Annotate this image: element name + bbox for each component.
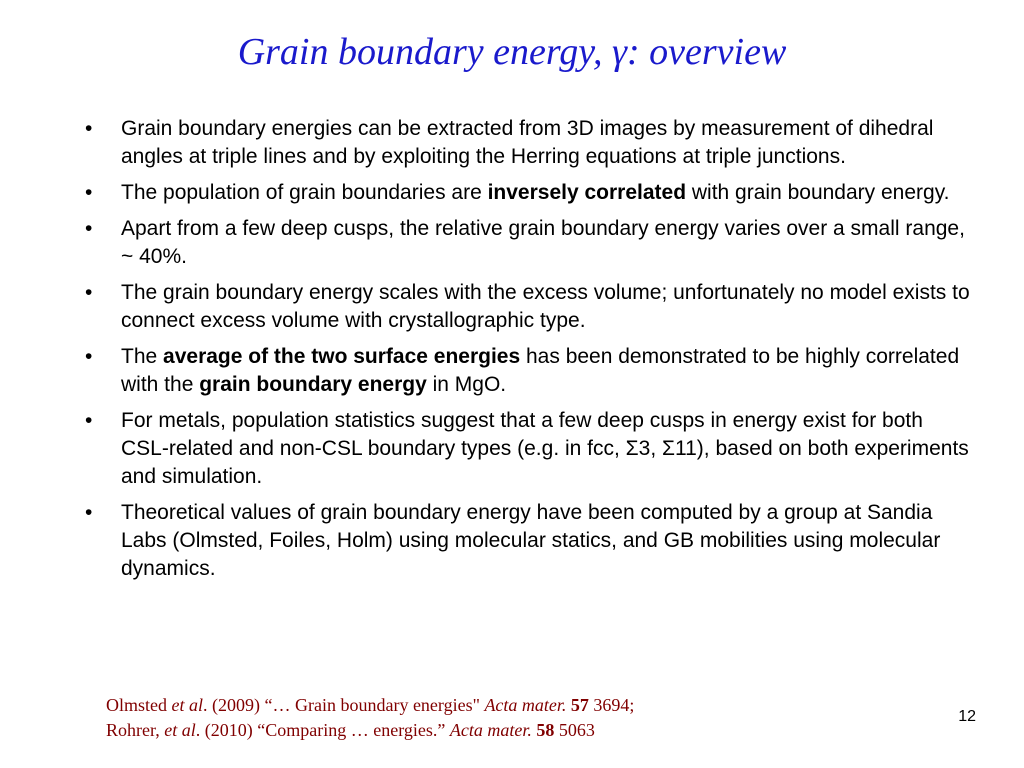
slide-title bbox=[0, 30, 1024, 74]
bullet-text: For metals, population statistics suggest that a few deep cusps in energy exist for both CSL-related and non-CSL boundary types (e.g. in fcc, Σ3, Σ11), based on both experiments and simulation. bbox=[121, 409, 969, 488]
ref-title: . (2009) “… Grain boundary energies" bbox=[203, 695, 485, 715]
ref-journal: Acta mater. bbox=[449, 720, 532, 740]
bullet-text: Grain boundary energies can be extracted from 3D images by measurement of dihedral angles at triple lines and by exploiting the Herring equations at triple junctions. bbox=[121, 117, 934, 168]
bullet-text: The bbox=[121, 345, 164, 368]
bullet-item-6 bbox=[85, 407, 970, 491]
bullet-text: Apart from a few deep cusps, the relative grain boundary energy varies over a small range, ~ 40%. bbox=[121, 217, 965, 268]
bullet-dot: • bbox=[85, 501, 93, 524]
bullet-item-7 bbox=[85, 499, 970, 583]
ref-author: Olmsted bbox=[106, 695, 172, 715]
references bbox=[106, 693, 634, 743]
ref-etal: et al bbox=[171, 695, 203, 715]
bullet-dot: • bbox=[85, 181, 93, 204]
reference-rohrer bbox=[106, 718, 634, 743]
bullet-item-2 bbox=[85, 179, 970, 207]
ref-author: Rohrer, bbox=[106, 720, 165, 740]
ref-journal: Acta mater. bbox=[484, 695, 567, 715]
ref-title: . (2010) “Comparing … energies.” bbox=[195, 720, 450, 740]
ref-etal: et al bbox=[164, 720, 196, 740]
bullet-item-4 bbox=[85, 279, 970, 335]
ref-pages: 5063 bbox=[554, 720, 595, 740]
gamma-symbol: γ bbox=[612, 31, 627, 73]
bullet-text: with grain boundary energy. bbox=[686, 181, 950, 204]
reference-olmsted bbox=[106, 693, 634, 718]
bullet-dot: • bbox=[85, 345, 93, 368]
ref-volume: 57 bbox=[570, 695, 589, 715]
ref-volume: 58 bbox=[536, 720, 555, 740]
bullet-dot: • bbox=[85, 409, 93, 432]
bullet-dot: • bbox=[85, 217, 93, 240]
bullet-text: The population of grain boundaries are bbox=[121, 181, 488, 204]
bullet-emphasis: grain boundary energy bbox=[199, 373, 427, 396]
bullet-text: Theoretical values of grain boundary energy have been computed by a group at Sandia Labs (Olmsted, Foiles, Holm) using molecular statics, and GB mobilities using molecular dynamics. bbox=[121, 501, 941, 580]
bullet-dot: • bbox=[85, 117, 93, 140]
bullet-list bbox=[85, 115, 970, 591]
bullet-text: The grain boundary energy scales with the excess volume; unfortunately no model exists to connect excess volume with crystallographic type. bbox=[121, 281, 970, 332]
bullet-item-1 bbox=[85, 115, 970, 171]
bullet-item-3 bbox=[85, 215, 970, 271]
bullet-text: has been demonstrated to be highly correlated with the bbox=[121, 345, 960, 396]
page-number: 12 bbox=[958, 708, 976, 725]
bullet-dot: • bbox=[85, 281, 93, 304]
bullet-text: in MgO. bbox=[426, 373, 507, 396]
bullet-item-5 bbox=[85, 343, 970, 399]
bullet-emphasis: inversely correlated bbox=[487, 181, 687, 204]
title-suffix: : overview bbox=[627, 31, 787, 73]
ref-pages: 3694; bbox=[588, 695, 635, 715]
title-prefix: Grain boundary energy, bbox=[237, 31, 613, 73]
bullet-emphasis: average of the two surface energies bbox=[163, 345, 521, 368]
